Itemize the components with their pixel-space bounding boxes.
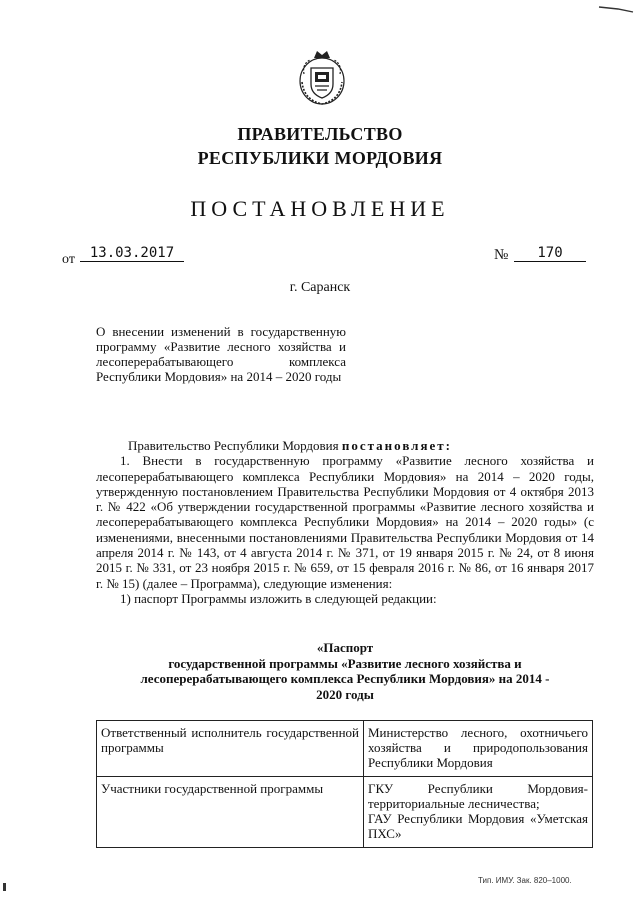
table-cell-value [364,721,593,777]
document-number: 170 [514,245,586,262]
intro-prefix: Правительство Республики Мордовия [128,438,342,453]
document-body [96,438,594,606]
city: г. Саранск [289,280,351,295]
gov-title-line2: РЕСПУБЛИКИ МОРДОВИЯ [197,148,443,168]
table-cell-line: ГКУ Республики Мордовия-территориальные лесничества; [368,781,588,811]
table-cell-line: Министерство лесного, охотничьего хозяйства и природопользования Республики Мордовия [368,725,588,770]
document-date: 13.03.2017 [80,245,184,262]
intro-resolves: постановляет [341,438,446,453]
scan-edge-mark-icon [2,882,8,892]
printer-footer: Тип. ИМУ. Зак. 820–1000. [478,876,572,885]
passport-line4: 2020 годы [316,686,374,702]
coat-of-arms-icon [296,48,348,106]
point-1: 1. Внести в государственную программу «Развитие лесного хозяйства и лесоперерабатывающего комплекса Республики Мордовия» на 2014 – 2020 годы, утвержденную постановлением Правительства Республики Мордовия от 4 октября 2013 г. № 422 «Об утверждении государственной программы «Развитие лесного хозяйства и лесоперерабатывающего комплекса Республики Мордовия» на 2014 – 2020 годы» (с изменениями, внесенными постановлениями Правительства Республики Мордовия от 14 апреля 2014 г. № 143, от 4 августа 2014 г. № 371, от 19 января 2015 г. № 24, от 8 июня 2015 г. № 331, от 23 ноября 2015 г. № 659, от 15 февраля 2016 г. № 86, от 16 января 2017 г. № 15) (далее – Программа), следующие изменения: [96,453,594,591]
table-row [97,777,593,848]
passport-line1: «Паспорт [316,640,374,655]
intro-paragraph [96,438,594,453]
document-type-title: ПОСТАНОВЛЕНИЕ [190,196,450,221]
scan-mark-icon [598,4,634,14]
passport-line3: лесоперерабатывающего комплекса Республики Мордовия» на 2014 - [140,671,550,686]
table-cell-label: Участники государственной программы [97,777,364,848]
table-cell-line: ГАУ Республики Мордовия «Уметская ПХС» [368,811,588,841]
passport-line2: государственной программы «Развитие лесного хозяйства и [168,655,522,671]
gov-title-line1: ПРАВИТЕЛЬСТВО [237,124,403,144]
table-cell-label: Ответственный исполнитель государственной программы [97,721,364,777]
document-subject: О внесении изменений в государственную программу «Развитие лесного хозяйства и лесоперерабатывающего комплекса Республики Мордовия» на 2014 – 2020 годы [96,324,346,384]
number-label: № [494,247,509,263]
intro-colon: : [445,438,452,453]
table-row [97,721,593,777]
date-label: от [62,252,75,267]
subpoint-1: 1) паспорт Программы изложить в следующей редакции: [120,590,437,606]
passport-heading [96,640,594,702]
table-cell-value [364,777,593,848]
passport-table [96,720,593,848]
